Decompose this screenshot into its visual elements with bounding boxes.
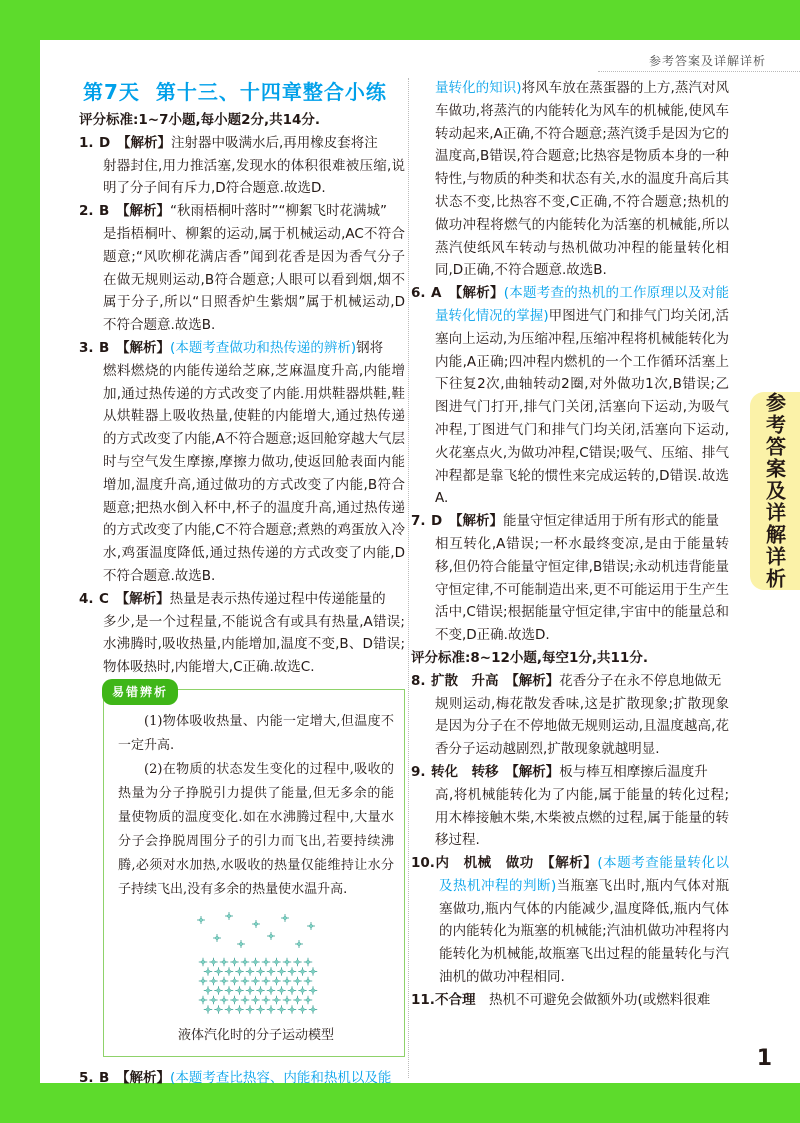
molecule-mark <box>214 1005 222 1013</box>
molecule-mark <box>235 1005 243 1013</box>
answer-item: 11.不合理 热机不可避免会做额外功(或燃料很难 <box>411 991 711 1008</box>
answer-item: 4. C 【解析】热量是表示热传递过程中传递能量的 <box>79 590 386 607</box>
chapter-label: 第十三、十四章整合小练 <box>155 80 387 104</box>
molecule-mark <box>204 986 212 994</box>
molecule-mark <box>214 986 222 994</box>
molecule-mark <box>298 986 306 994</box>
right-column <box>411 77 729 1012</box>
molecule-mark <box>267 932 275 940</box>
section-title <box>83 77 405 107</box>
scoring-standard: 评分标准:8~12小题,每空1分,共11分. <box>411 649 648 666</box>
molecule-mark <box>267 1005 275 1013</box>
molecule-mark <box>251 958 259 966</box>
molecule-mark <box>298 967 306 975</box>
molecule-mark <box>230 958 238 966</box>
day-label: 第7天 <box>83 80 140 104</box>
molecule-mark <box>251 977 259 985</box>
answer-item-continued: 射器封住,用力推活塞,发现水的体积很难被压缩,说明了分子间有斥力,D符合题意.故选D. <box>103 157 405 197</box>
molecule-mark <box>197 916 205 924</box>
molecule-mark <box>304 958 312 966</box>
tip-paragraph: (1)物体吸收热量、内能一定增大,但温度不一定升高. <box>118 713 394 753</box>
answer-item: 5. B 【解析】(本题考查比热容、内能和热机以及能 <box>79 1069 392 1086</box>
molecule-mark <box>256 1005 264 1013</box>
molecule-mark <box>225 986 233 994</box>
molecule-mark <box>272 996 280 1004</box>
molecule-mark <box>237 940 245 948</box>
answer-item: 6. A 【解析】(本题考查的热机的工作原理以及对能量转化情况的掌握)甲图进气门和排气门均关闭,活塞向上运动,为压缩冲程,压缩冲程将机械能转化为内能,A正确;四冲程内燃机的一个工作循环活塞上下往复2次,曲轴转动2圈,对外做功1次,B错误;乙图进气门打开,排气门关闭,活塞向下运动,为吸气冲程,丁图进气门和排气门均关闭,活塞向下运动,火花塞点火,为做功冲程,C错误;吸气、压缩、排气冲程都是靠飞轮的惯性来完成运转的,D错误.故选A. <box>411 285 730 507</box>
answer-item: 10.内 机械 做功 【解析】(本题考查能量转化以及热机冲程的判断)当瓶塞飞出时,瓶内气体对瓶塞做功,瓶内气体的内能减少,温度降低,瓶内气体的内能转化为瓶塞的机械能;汽油机做功冲程将内能转化为机械能,故瓶塞飞出过程的能量转化与汽油机的做功冲程相同. <box>411 855 730 986</box>
answer-item-continued: 量转化的知识)将风车放在蒸蛋器的上方,蒸汽对风车做功,将蒸汽的内能转化为风车的机械能,使风车转动起来,A正确,不符合题意;蒸汽烫手是因为它的温度高,B错误,符合题意;比热容是物质本身的一种特性,与物质的种类和状态有关,水的温度升高后其状态不变,比热容不变,C正确,不符合题意;热机的做功冲程将燃气的内能转化为活塞的机械能,所以蒸汽使纸风车转动与热机做功冲程的能量转化相同,D正确,不符合题意.故选B. <box>435 80 729 279</box>
molecule-mark <box>204 967 212 975</box>
molecule-mark <box>309 1005 317 1013</box>
molecule-mark <box>225 912 233 920</box>
tip-box <box>103 684 405 1057</box>
molecule-mark <box>241 996 249 1004</box>
molecule-mark <box>225 1005 233 1013</box>
answer-item-continued: 多少,是一个过程量,不能说含有或具有热量,A错误;水沸腾时,吸收热量,内能增加,温度不变,B、D错误;物体吸热时,内能增大,C正确.故选C. <box>103 613 405 676</box>
molecule-mark <box>307 922 315 930</box>
molecule-mark <box>298 1005 306 1013</box>
header-rule <box>598 71 800 72</box>
green-frame-left <box>0 0 40 1123</box>
molecule-mark <box>262 958 270 966</box>
column-divider <box>408 78 409 1078</box>
molecule-mark <box>220 977 228 985</box>
answer-item: 9. 转化 转移 【解析】板与棒互相摩擦后温度升 <box>411 763 708 780</box>
molecule-mark <box>288 986 296 994</box>
molecule-mark <box>241 958 249 966</box>
answer-item-continued: 规则运动,梅花散发香味,这是扩散现象;扩散现象是因为分子在不停地做无规则运动,且温度越高,花香分子运动越剧烈,扩散现象就越明显. <box>435 695 729 758</box>
molecule-mark <box>309 986 317 994</box>
running-header: 参考答案及详解详析 <box>648 54 766 68</box>
molecule-mark <box>251 996 259 1004</box>
molecule-mark <box>241 977 249 985</box>
molecule-mark <box>277 967 285 975</box>
molecule-mark <box>209 977 217 985</box>
answer-item: 2. B 【解析】“秋雨梧桐叶落时”“柳絮飞时花满城” <box>79 203 388 220</box>
molecule-mark <box>256 986 264 994</box>
molecule-mark <box>283 958 291 966</box>
answer-item: 7. D 【解析】能量守恒定律适用于所有形式的能量 <box>411 513 719 530</box>
molecule-mark <box>252 920 260 928</box>
molecule-mark <box>277 1005 285 1013</box>
molecule-mark <box>256 967 264 975</box>
answer-item: 8. 扩散 升高 【解析】花香分子在永不停息地做无 <box>411 672 722 689</box>
molecule-mark <box>246 1005 254 1013</box>
molecule-mark <box>209 958 217 966</box>
molecule-mark <box>235 967 243 975</box>
molecule-mark <box>277 986 285 994</box>
tip-label: 易错辨析 <box>102 679 178 705</box>
molecule-mark <box>281 914 289 922</box>
molecule-mark <box>209 996 217 1004</box>
molecule-mark <box>235 986 243 994</box>
molecule-mark <box>293 958 301 966</box>
molecule-mark <box>272 958 280 966</box>
left-column <box>79 77 405 1090</box>
molecule-mark <box>267 967 275 975</box>
molecule-mark <box>199 958 207 966</box>
molecule-mark <box>309 967 317 975</box>
side-tab-label: 参考答案及详解详析 <box>762 392 787 590</box>
figure-caption: 液体汽化时的分子运动模型 <box>177 1027 334 1043</box>
molecule-mark <box>304 996 312 1004</box>
tip-paragraph: (2)在物质的状态发生变化的过程中,吸收的热量为分子挣脱引力提供了能量,但无多余的能量使物质的温度变化.如在水沸腾过程中,大量水分子会挣脱周围分子的引力而飞出,若要持续沸腾,必须对水加热,水吸收的热量仅能维持让水分子持续飞出,没有多余的热量使水温升高. <box>118 761 394 897</box>
molecule-mark <box>283 996 291 1004</box>
molecule-mark <box>295 940 303 948</box>
molecule-mark <box>213 934 221 942</box>
molecule-mark <box>293 977 301 985</box>
molecule-mark <box>230 996 238 1004</box>
molecule-mark <box>230 977 238 985</box>
answer-item-continued: 燃料燃烧的内能传递给芝麻,芝麻温度升高,内能增加,通过热传递的方式改变了内能.用烘鞋器烘鞋,鞋从烘鞋器上吸收热量,使鞋的内能增大,通过热传递的方式改变了内能,A不符合题意;返回舱穿越大气层时与空气发生摩擦,摩擦力做功,使返回舱表面内能增加,温度升高,通过做功的方式改变了内能,B符合题意;把热水倒入杯中,杯子的温度升高,通过热传递的方式改变了内能,C不符合题意;煮熟的鸡蛋放入冷水,鸡蛋温度降低,通过热传递的方式改变了内能,D不符合题意.故选B. <box>103 362 405 584</box>
molecule-mark <box>199 977 207 985</box>
molecule-mark <box>246 986 254 994</box>
molecule-mark <box>225 967 233 975</box>
molecule-mark <box>199 996 207 1004</box>
molecule-motion-illustration <box>181 910 331 1022</box>
molecule-mark <box>262 996 270 1004</box>
answer-item: 3. B 【解析】(本题考查做功和热传递的辨析)钢将 <box>79 339 384 356</box>
molecule-mark <box>204 1005 212 1013</box>
molecule-mark <box>220 958 228 966</box>
answer-item-continued: 是指梧桐叶、柳絮的运动,属于机械运动,AC不符合题意;“风吹柳花满店香”闻到花香是因为香气分子在做无规则运动,B符合题意;人眼可以看到烟,烟不属于分子,所以“日照香炉生紫烟”属于机械运动,D不符合题意.故选B. <box>103 225 405 334</box>
molecule-mark <box>214 967 222 975</box>
molecule-mark <box>288 1005 296 1013</box>
molecule-mark <box>246 967 254 975</box>
molecule-mark <box>272 977 280 985</box>
molecule-mark <box>293 996 301 1004</box>
answer-item: 1. D 【解析】注射器中吸满水后,再用橡皮套将注 <box>79 134 378 151</box>
molecule-mark <box>304 977 312 985</box>
green-frame-top <box>0 0 800 40</box>
molecule-mark <box>288 967 296 975</box>
molecule-mark <box>267 986 275 994</box>
molecule-figure <box>118 910 394 1048</box>
page-number: 1 <box>756 1046 772 1071</box>
molecule-mark <box>262 977 270 985</box>
molecule-mark <box>220 996 228 1004</box>
scoring-standard: 评分标准:1~7小题,每小题2分,共14分. <box>79 112 321 128</box>
answer-item-continued: 相互转化,A错误;一杯水最终变凉,是由于能量转移,但仍符合能量守恒定律,B错误;永动机违背能量守恒定律,不可能制造出来,更不可能运用于生产生活中,C错误;根据能量守恒定律,宇宙中的能量总和不变,D正确.故选D. <box>435 535 729 644</box>
side-tab <box>750 392 800 590</box>
answer-item-continued: 高,将机械能转化为了内能,属于能量的转化过程;用木棒接触木柴,木柴被点燃的过程,属于能量的转移过程. <box>435 786 729 849</box>
molecule-mark <box>283 977 291 985</box>
